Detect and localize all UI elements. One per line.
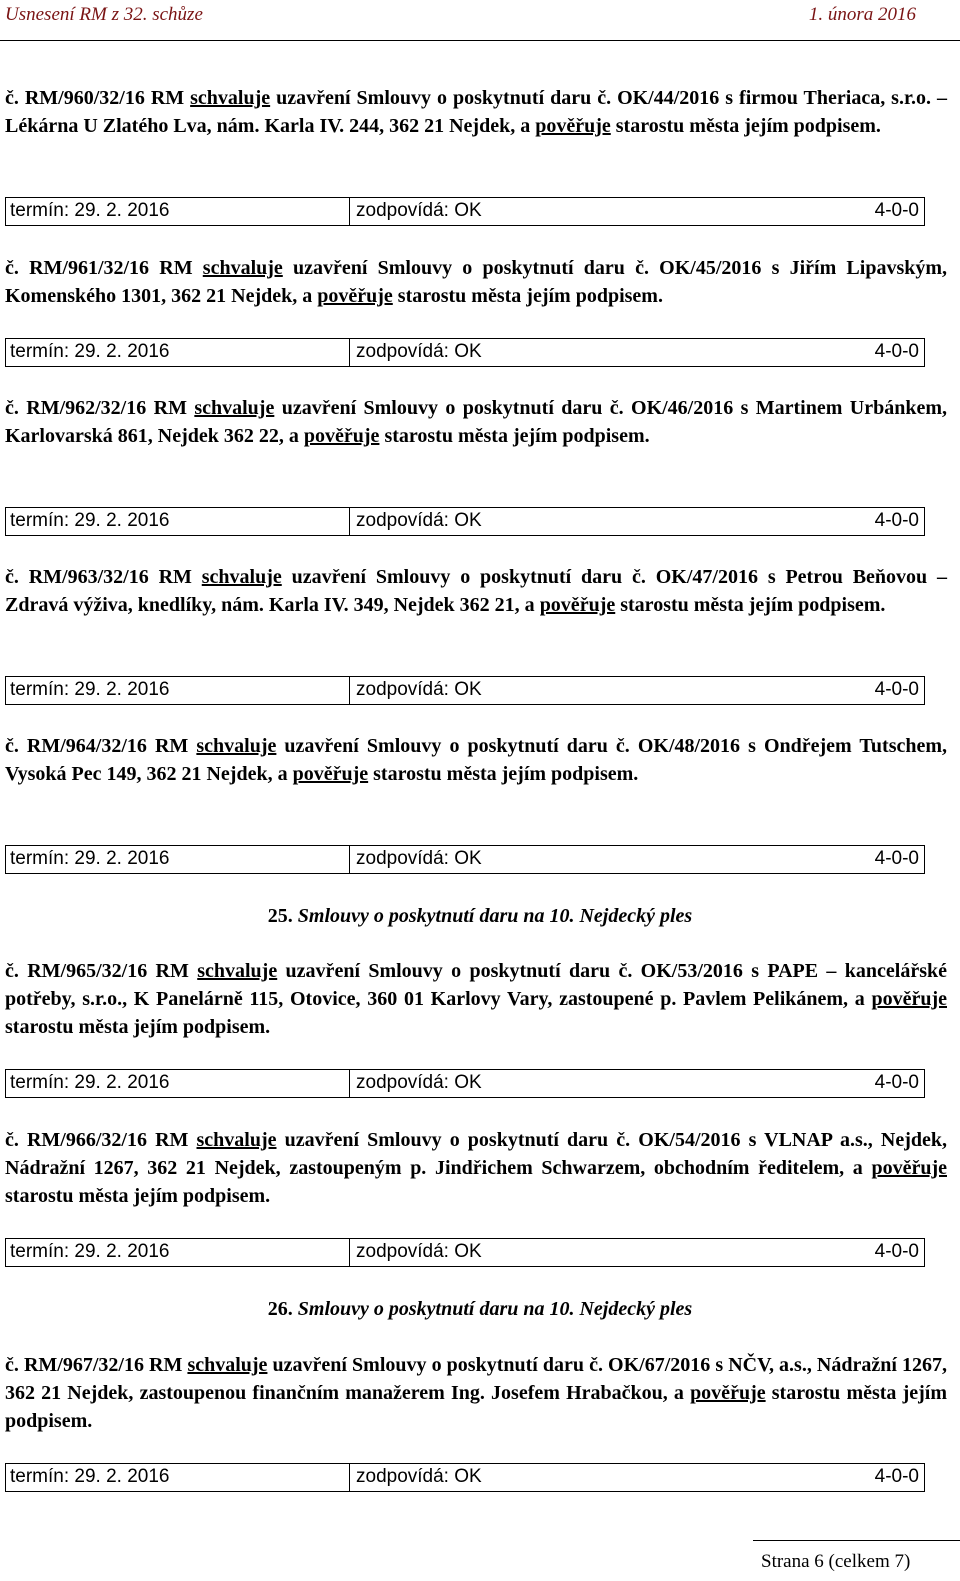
term-vote: 4-0-0 bbox=[874, 1072, 919, 1093]
term-responsible: zodpovídá: OK bbox=[356, 510, 482, 531]
term-vote: 4-0-0 bbox=[874, 679, 919, 700]
header-date: 1. února 2016 bbox=[808, 4, 916, 25]
page-header bbox=[0, 0, 960, 41]
term-date: termín: 29. 2. 2016 bbox=[10, 679, 170, 700]
term-vote: 4-0-0 bbox=[874, 341, 919, 362]
term-responsible: zodpovídá: OK bbox=[356, 1466, 482, 1487]
term-date: termín: 29. 2. 2016 bbox=[10, 510, 170, 531]
term-vote: 4-0-0 bbox=[874, 510, 919, 531]
section-heading-26: 26. Smlouvy o poskytnutí daru na 10. Nejdecký ples bbox=[267, 1298, 693, 1320]
page-footer bbox=[753, 1540, 960, 1581]
term-vote: 4-0-0 bbox=[874, 1466, 919, 1487]
term-responsible: zodpovídá: OK bbox=[356, 341, 482, 362]
term-vote: 4-0-0 bbox=[874, 848, 919, 869]
page-number: Strana 6 (celkem 7) bbox=[761, 1551, 911, 1572]
resolution-961: č. RM/961/32/16 RM schvaluje uzavření Smlouvy o poskytnutí daru č. OK/45/2016 s Jiřím Lipavským, Komenského 1301, 362 21 Nejdek, a pověřuje starostu města jejím podpisem. bbox=[5, 257, 948, 307]
term-row bbox=[5, 507, 925, 536]
term-row bbox=[5, 338, 925, 367]
term-date: termín: 29. 2. 2016 bbox=[10, 200, 170, 221]
resolution-966: č. RM/966/32/16 RM schvaluje uzavření Smlouvy o poskytnutí daru č. OK/54/2016 s VLNAP a.s., Nejdek, Nádražní 1267, 362 21 Nejdek, zastoupeným p. Jindřichem Schwarzem, obchodním ředitelem, a pověřuje starostu města jejím podpisem. bbox=[5, 1129, 947, 1207]
term-row bbox=[5, 1463, 925, 1492]
resolution-965: č. RM/965/32/16 RM schvaluje uzavření Smlouvy o poskytnutí daru č. OK/53/2016 s PAPE – kancelářské potřeby, s.r.o., K Panelárně 115, Otovice, 360 01 Karlovy Vary, zastoupené p. Pavlem Pelikánem, a pověřuje starostu města jejím podpisem. bbox=[5, 960, 947, 1038]
term-responsible: zodpovídá: OK bbox=[356, 1072, 482, 1093]
term-row bbox=[5, 197, 925, 226]
resolution-964: č. RM/964/32/16 RM schvaluje uzavření Smlouvy o poskytnutí daru č. OK/48/2016 s Ondřejem Tutschem, Vysoká Pec 149, 362 21 Nejdek, a pověřuje starostu města jejím podpisem. bbox=[5, 735, 948, 785]
term-date: termín: 29. 2. 2016 bbox=[10, 848, 170, 869]
term-date: termín: 29. 2. 2016 bbox=[10, 1072, 170, 1093]
term-responsible: zodpovídá: OK bbox=[356, 1241, 482, 1262]
section-heading-25: 25. Smlouvy o poskytnutí daru na 10. Nejdecký ples bbox=[267, 905, 693, 927]
term-row bbox=[5, 1238, 925, 1267]
term-row bbox=[5, 845, 925, 874]
resolution-967: č. RM/967/32/16 RM schvaluje uzavření Smlouvy o poskytnutí daru č. OK/67/2016 s NČV, a.s., Nádražní 1267, 362 21 Nejdek, zastoupenou finančním manažerem Ing. Josefem Hrabačkou, a pověřuje starostu města jejím podpisem. bbox=[5, 1354, 948, 1432]
term-responsible: zodpovídá: OK bbox=[356, 679, 482, 700]
term-responsible: zodpovídá: OK bbox=[356, 200, 482, 221]
term-date: termín: 29. 2. 2016 bbox=[10, 341, 170, 362]
term-date: termín: 29. 2. 2016 bbox=[10, 1466, 170, 1487]
term-vote: 4-0-0 bbox=[874, 1241, 919, 1262]
header-title: Usnesení RM z 32. schůze bbox=[5, 4, 203, 25]
term-vote: 4-0-0 bbox=[874, 200, 919, 221]
term-row bbox=[5, 1069, 925, 1098]
term-responsible: zodpovídá: OK bbox=[356, 848, 482, 869]
resolution-960: č. RM/960/32/16 RM schvaluje uzavření Smlouvy o poskytnutí daru č. OK/44/2016 s firmou Theriaca, s.r.o. – Lékárna U Zlatého Lva, nám. Karla IV. 244, 362 21 Nejdek, a pověřuje starostu města jejím podpisem. bbox=[5, 87, 947, 137]
resolution-963: č. RM/963/32/16 RM schvaluje uzavření Smlouvy o poskytnutí daru č. OK/47/2016 s Petrou Beňovou – Zdravá výživa, knedlíky, nám. Karla IV. 349, Nejdek 362 21, a pověřuje starostu města jejím podpisem. bbox=[5, 566, 948, 616]
term-date: termín: 29. 2. 2016 bbox=[10, 1241, 170, 1262]
resolution-962: č. RM/962/32/16 RM schvaluje uzavření Smlouvy o poskytnutí daru č. OK/46/2016 s Martinem Urbánkem, Karlovarská 861, Nejdek 362 22, a pověřuje starostu města jejím podpisem. bbox=[5, 397, 948, 447]
term-row bbox=[5, 676, 925, 705]
